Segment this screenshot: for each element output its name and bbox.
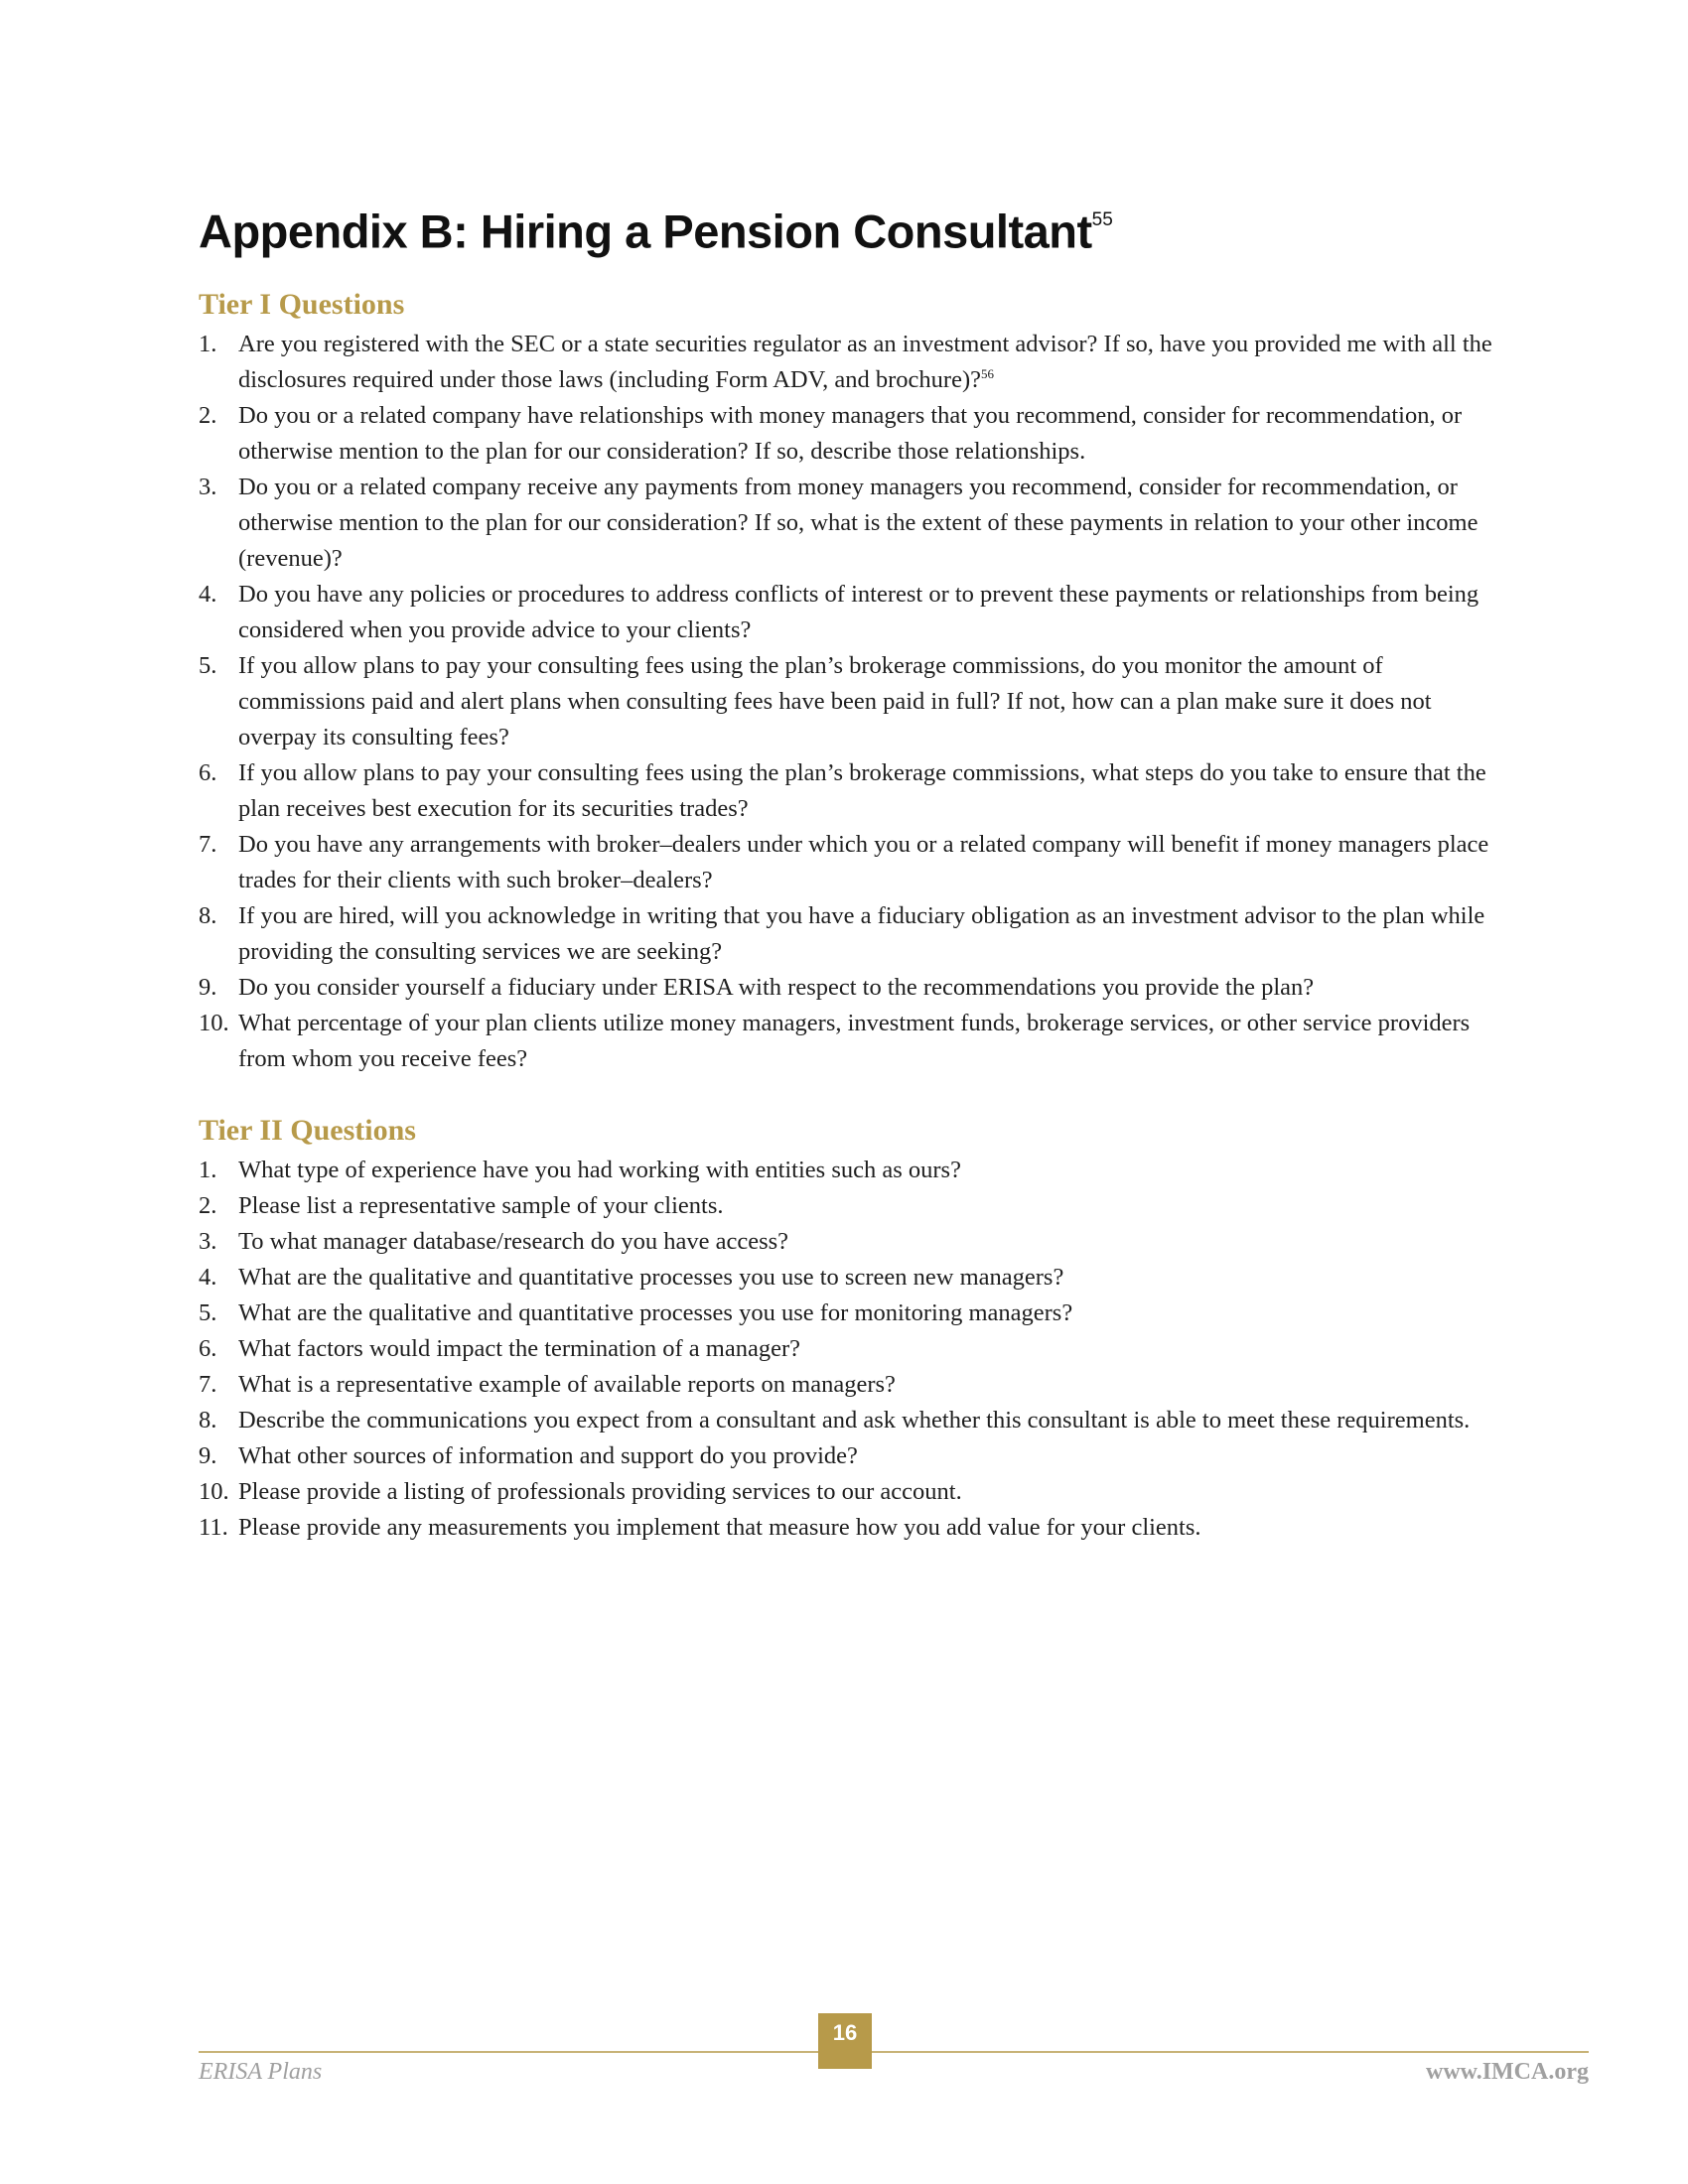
item-number: 4. <box>199 580 217 608</box>
item-number: 10. <box>199 1477 229 1505</box>
list-item <box>199 398 1509 470</box>
item-text: What are the qualitative and quantitative processes you use to screen new managers? <box>238 1263 1064 1291</box>
list-item <box>199 1331 1509 1367</box>
main-content <box>199 194 1509 1546</box>
item-text: Do you consider yourself a fiduciary under ERISA with respect to the recommendations you provide the plan? <box>238 973 1315 1001</box>
list-item <box>199 1474 1509 1510</box>
list-item <box>199 1510 1509 1546</box>
item-text: What other sources of information and support do you provide? <box>238 1441 858 1469</box>
item-number: 10. <box>199 1009 229 1036</box>
list-item <box>199 1367 1509 1403</box>
item-number: 3. <box>199 473 217 500</box>
item-text: What percentage of your plan clients utilize money managers, investment funds, brokerage services, or other service providers from whom you receive fees? <box>238 1009 1471 1072</box>
tier2-question-list <box>199 1153 1509 1546</box>
list-item <box>199 1006 1509 1077</box>
item-text: Do you or a related company receive any payments from money managers you recommend, consider for recommendation, or otherwise mention to the plan for our consideration? If so, what is the extent of these payments in relation to your other income (revenue)? <box>238 473 1478 572</box>
item-text: If you are hired, will you acknowledge in writing that you have a fiduciary obligation as an investment advisor to the plan while providing the consulting services we are seeking? <box>238 901 1485 965</box>
tier1-heading: Tier I Questions <box>199 287 405 321</box>
item-text: Do you have any policies or procedures to address conflicts of interest or to prevent these payments or relationships from being considered when you provide advice to your clients? <box>238 580 1479 643</box>
tier1-question-list <box>199 327 1509 1077</box>
item-text: Do you or a related company have relationships with money managers that you recommend, consider for recommendation, or otherwise mention to the plan for our consideration? If so, describe those relationships. <box>238 401 1463 465</box>
list-item <box>199 898 1509 970</box>
title-footnote-marker: 55 <box>1091 209 1113 230</box>
list-item <box>199 648 1509 755</box>
list-item <box>199 755 1509 827</box>
item-number: 7. <box>199 1370 217 1398</box>
item-number: 9. <box>199 1441 217 1469</box>
item-text: If you allow plans to pay your consulting fees using the plan’s brokerage commissions, what steps do you take to ensure that the plan receives best execution for its securities trades? <box>238 758 1486 822</box>
page-title-text: Appendix B: Hiring a Pension Consultant <box>199 205 1092 258</box>
item-number: 1. <box>199 1156 217 1183</box>
list-item <box>199 1224 1509 1260</box>
item-text: Describe the communications you expect from a consultant and ask whether this consultant is able to meet these requirements. <box>238 1406 1471 1433</box>
item-number: 7. <box>199 830 217 858</box>
list-item <box>199 470 1509 577</box>
item-text: Do you have any arrangements with broker–dealers under which you or a related company will benefit if money managers place trades for their clients with such broker–dealers? <box>238 830 1489 893</box>
item-number: 11. <box>199 1513 228 1541</box>
item-number: 2. <box>199 401 217 429</box>
page-number-badge: 16 <box>818 2013 872 2069</box>
footer-website: www.IMCA.org <box>1426 2059 1589 2085</box>
item-text: If you allow plans to pay your consulting fees using the plan’s brokerage commissions, do you monitor the amount of commissions paid and alert plans when consulting fees have been paid in full? If not, how can a plan make sure it does not overpay its consulting fees? <box>238 651 1432 751</box>
list-item <box>199 1260 1509 1296</box>
item-number: 3. <box>199 1227 217 1255</box>
list-item <box>199 1296 1509 1331</box>
item-number: 9. <box>199 973 217 1001</box>
list-item <box>199 327 1509 398</box>
item-text: Please list a representative sample of your clients. <box>238 1191 724 1219</box>
item-number: 5. <box>199 651 217 679</box>
list-item <box>199 1403 1509 1438</box>
item-text: What is a representative example of available reports on managers? <box>238 1370 896 1398</box>
item-number: 6. <box>199 1334 217 1362</box>
item-number: 2. <box>199 1191 217 1219</box>
page-title <box>199 194 1509 265</box>
footer-publication-title: ERISA Plans <box>199 2059 323 2085</box>
list-item <box>199 1153 1509 1188</box>
item-text: Please provide a listing of professionals providing services to our account. <box>238 1477 962 1505</box>
item-number: 5. <box>199 1298 217 1326</box>
item-number: 8. <box>199 1406 217 1433</box>
item-number: 4. <box>199 1263 217 1291</box>
list-item <box>199 1438 1509 1474</box>
item-text: Please provide any measurements you implement that measure how you add value for your clients. <box>238 1513 1201 1541</box>
footer-divider <box>199 2051 1589 2053</box>
list-item <box>199 577 1509 648</box>
item-text: To what manager database/research do you have access? <box>238 1227 789 1255</box>
item-text: Are you registered with the SEC or a state securities regulator as an investment advisor? If so, have you provided me with all the disclosures required under those laws (including Form ADV, and brochure)? <box>238 330 1492 393</box>
item-text: What type of experience have you had working with entities such as ours? <box>238 1156 961 1183</box>
item-number: 8. <box>199 901 217 929</box>
list-item <box>199 827 1509 898</box>
item-text: What factors would impact the termination of a manager? <box>238 1334 801 1362</box>
tier2-heading: Tier II Questions <box>199 1113 416 1147</box>
item-number: 1. <box>199 330 217 357</box>
item-number: 6. <box>199 758 217 786</box>
list-item <box>199 970 1509 1006</box>
item-text: What are the qualitative and quantitative processes you use for monitoring managers? <box>238 1298 1073 1326</box>
list-item <box>199 1188 1509 1224</box>
item-footnote-marker: 56 <box>981 365 994 381</box>
